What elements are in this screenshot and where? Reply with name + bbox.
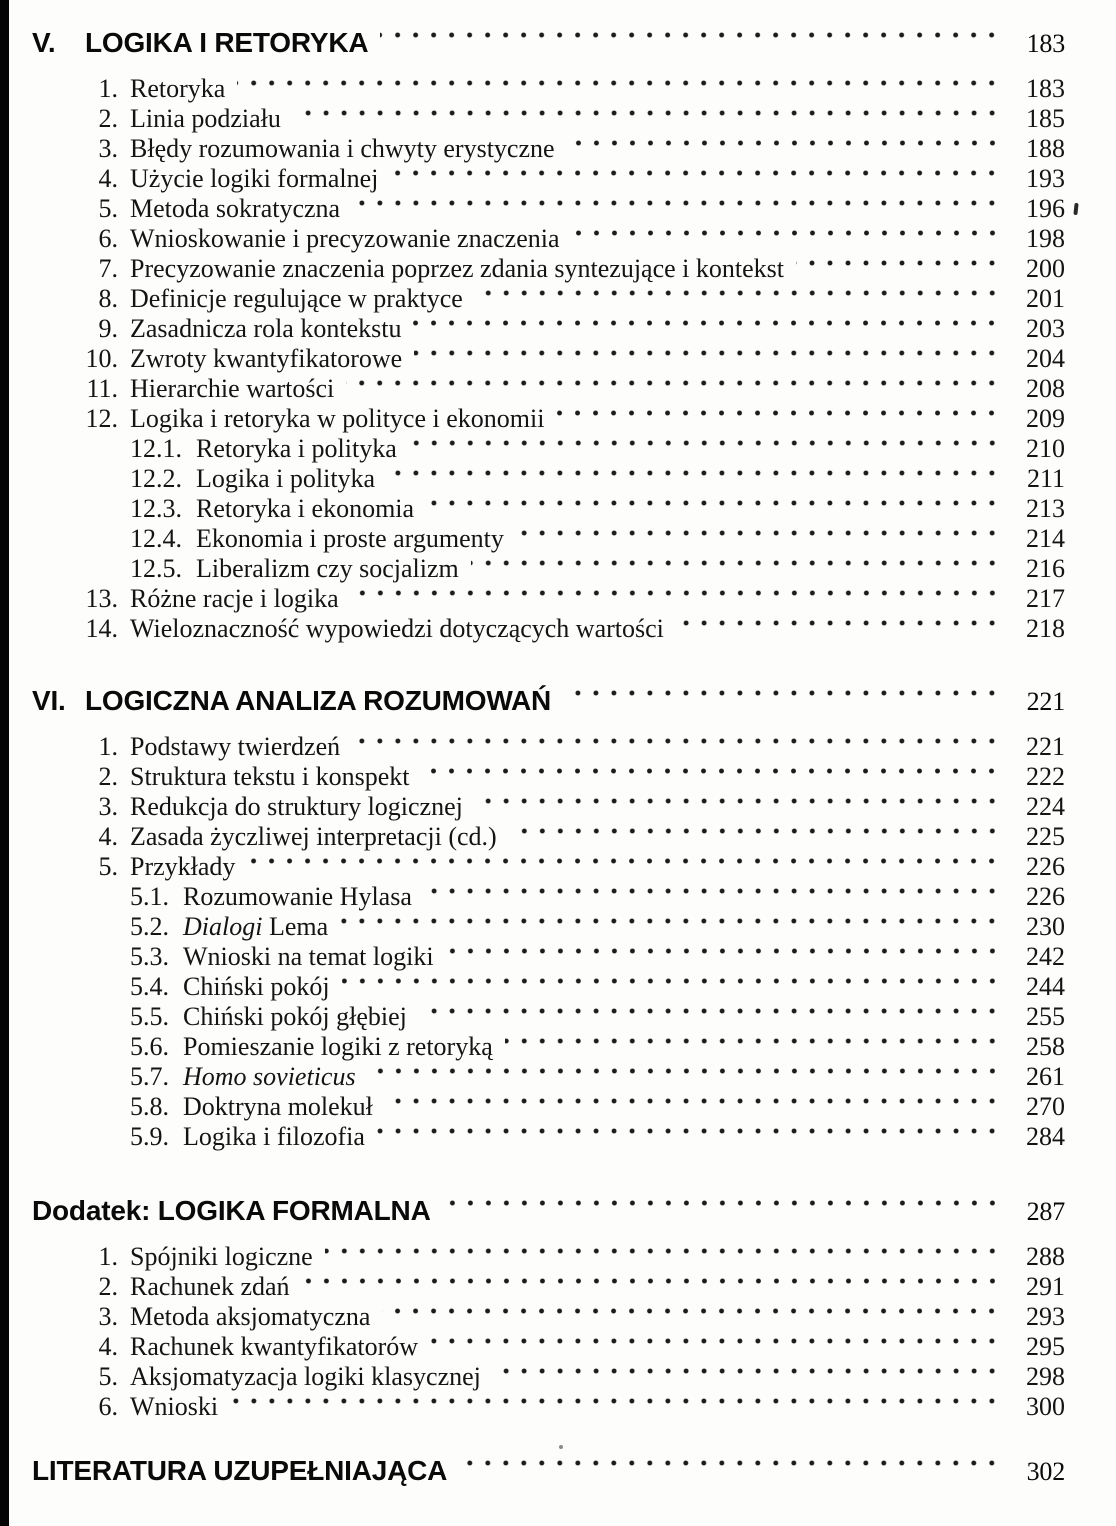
entry-page: 298 xyxy=(1026,1362,1065,1391)
toc-entry xyxy=(32,134,1065,164)
toc-entry xyxy=(32,374,1065,404)
entry-number: 1. xyxy=(98,1242,118,1271)
section-literatura xyxy=(32,1454,1065,1488)
entry-number: 3. xyxy=(98,1302,118,1331)
toc-entry xyxy=(32,254,1065,284)
entry-number: 12.5. xyxy=(130,554,182,583)
entry-number: 5. xyxy=(98,194,118,223)
dot-leader xyxy=(493,1362,1003,1392)
entry-page: 209 xyxy=(1026,404,1065,433)
entry-page: 230 xyxy=(1026,912,1065,941)
dot-leader xyxy=(505,1032,1003,1062)
section-title: LOGIKA I RETORYKA xyxy=(85,27,369,58)
dot-leader xyxy=(567,134,1003,164)
entry-label: Metoda aksjomatyczna xyxy=(130,1302,371,1331)
dot-leader xyxy=(475,284,1003,314)
dot-leader xyxy=(346,374,1003,404)
toc-entry xyxy=(32,314,1065,344)
entry-number: 5. xyxy=(98,1362,118,1391)
dot-leader xyxy=(509,822,1003,852)
section-heading xyxy=(32,1454,1065,1488)
entry-number: 10. xyxy=(85,344,118,373)
dot-leader xyxy=(352,194,1003,224)
toc-subentry xyxy=(32,464,1065,494)
entry-page: 288 xyxy=(1026,1242,1065,1271)
entry-page: 188 xyxy=(1026,134,1065,163)
entry-label: Redukcja do struktury logicznej xyxy=(130,792,463,821)
dot-leader xyxy=(382,1302,1003,1332)
dot-leader xyxy=(443,1194,1003,1228)
toc-entry xyxy=(32,1272,1065,1302)
entry-number: 9. xyxy=(98,314,118,343)
entry-number: 5. xyxy=(98,852,118,881)
entry-number: 12.2. xyxy=(130,464,182,493)
dot-leader xyxy=(377,1122,1003,1152)
section-title: LITERATURA UZUPEŁNIAJĄCA xyxy=(32,1455,448,1486)
entry-label: Przykłady xyxy=(130,852,236,881)
entry-label: Zasadnicza rola kontekstu xyxy=(130,314,402,343)
entry-label: Retoryka xyxy=(130,74,226,103)
entry-label: Struktura tekstu i konspekt xyxy=(130,762,410,791)
entry-page: 291 xyxy=(1026,1272,1065,1301)
entry-number: 5.8. xyxy=(130,1092,169,1121)
entry-number: 6. xyxy=(98,1392,118,1421)
dot-leader xyxy=(430,1332,1003,1362)
entry-number: 4. xyxy=(98,1332,118,1361)
section-title: Dodatek: LOGIKA FORMALNA xyxy=(32,1195,431,1226)
entry-number: 1. xyxy=(98,732,118,761)
toc-subentry xyxy=(32,434,1065,464)
entry-number: 3. xyxy=(98,792,118,821)
dot-leader xyxy=(352,732,1003,762)
toc-entry xyxy=(32,344,1065,374)
dot-leader xyxy=(796,254,1003,284)
entry-page: 210 xyxy=(1026,434,1065,463)
dot-leader xyxy=(230,1392,1003,1422)
dot-leader xyxy=(419,1002,1003,1032)
scan-artifact-comma xyxy=(1073,203,1078,215)
entry-label: Wnioski na temat logiki xyxy=(183,942,434,971)
dot-leader xyxy=(556,404,1003,434)
entry-page: 225 xyxy=(1026,822,1065,851)
entry-page: 201 xyxy=(1026,284,1065,313)
scan-artifact-dot xyxy=(559,1445,563,1449)
toc-entry xyxy=(32,614,1065,644)
entry-page: 255 xyxy=(1026,1002,1065,1031)
toc-entry xyxy=(32,852,1065,882)
entry-label: Precyzowanie znaczenia poprzez zdania syntezujące i kontekst xyxy=(130,254,784,283)
dot-leader xyxy=(572,224,1003,254)
toc-entry xyxy=(32,1242,1065,1272)
entry-label: Retoryka i ekonomia xyxy=(196,494,415,523)
entry-label: Hierarchie wartości xyxy=(130,374,335,403)
dot-leader xyxy=(340,912,1003,942)
section-dodatek xyxy=(32,1194,1065,1422)
dot-leader xyxy=(676,614,1003,644)
entry-number: 12.3. xyxy=(130,494,182,523)
entry-label: Wnioski xyxy=(130,1392,219,1421)
entry-number: 5.7. xyxy=(130,1062,169,1091)
toc-entry xyxy=(32,762,1065,792)
entry-page: 300 xyxy=(1026,1392,1065,1421)
entry-number: 4. xyxy=(98,822,118,851)
section-items xyxy=(32,1242,1065,1422)
entry-number: 5.2. xyxy=(130,912,169,941)
dot-leader xyxy=(380,26,1003,60)
entry-label: Spójniki logiczne xyxy=(130,1242,313,1271)
entry-number: 1. xyxy=(98,74,118,103)
toc-subentry xyxy=(32,882,1065,912)
entry-label: Metoda sokratyczna xyxy=(130,194,341,223)
entry-label xyxy=(183,912,328,942)
section-v xyxy=(32,26,1065,644)
entry-label: Błędy rozumowania i chwyty erystyczne xyxy=(130,134,555,163)
entry-label: Liberalizm czy socjalizm xyxy=(196,554,459,583)
section-heading xyxy=(32,26,1065,60)
entry-page: 196 xyxy=(1026,194,1065,223)
dot-leader xyxy=(387,464,1003,494)
dot-leader xyxy=(459,1454,1003,1488)
toc-subentry xyxy=(32,524,1065,554)
dot-leader xyxy=(368,1062,1003,1092)
entry-page: 211 xyxy=(1026,464,1065,493)
entry-label: Rachunek zdań xyxy=(130,1272,290,1301)
dot-leader xyxy=(446,942,1003,972)
entry-number: 6. xyxy=(98,224,118,253)
entry-page: 203 xyxy=(1026,314,1065,343)
entry-number: 13. xyxy=(85,584,118,613)
dot-leader xyxy=(325,1242,1003,1272)
entry-label-italic: Dialogi xyxy=(183,912,263,941)
entry-label-rest: Lema xyxy=(262,912,329,941)
section-title: LOGICZNA ANALIZA ROZUMOWAŃ xyxy=(85,685,552,716)
section-page: 183 xyxy=(1026,29,1065,58)
entry-label: Wnioskowanie i precyzowanie znaczenia xyxy=(130,224,560,253)
entry-label: Pomieszanie logiki z retoryką xyxy=(183,1032,493,1061)
entry-page: 224 xyxy=(1026,792,1065,821)
dot-leader xyxy=(563,684,1003,718)
entry-number: 2. xyxy=(98,1272,118,1301)
dot-leader xyxy=(426,494,1003,524)
dot-leader xyxy=(409,434,1003,464)
section-vi xyxy=(32,684,1065,1152)
toc-entry xyxy=(32,224,1065,254)
entry-page: 295 xyxy=(1026,1332,1065,1361)
dot-leader xyxy=(471,554,1003,584)
section-page: 302 xyxy=(1026,1457,1065,1486)
dot-leader xyxy=(342,972,1003,1002)
entry-number: 5.6. xyxy=(130,1032,169,1061)
entry-label: Użycie logiki formalnej xyxy=(130,164,379,193)
entry-page: 217 xyxy=(1026,584,1065,613)
entry-page: 185 xyxy=(1026,104,1065,133)
entry-page: 214 xyxy=(1026,524,1065,553)
dot-leader xyxy=(351,584,1003,614)
dot-leader xyxy=(413,314,1003,344)
section-page: 221 xyxy=(1026,687,1065,716)
entry-number: 2. xyxy=(98,104,118,133)
entry-number: 4. xyxy=(98,164,118,193)
section-page: 287 xyxy=(1026,1197,1065,1226)
entry-number: 5.5. xyxy=(130,1002,169,1031)
entry-number: 8. xyxy=(98,284,118,313)
entry-number: 14. xyxy=(85,614,118,643)
toc-entry xyxy=(32,74,1065,104)
entry-page: 244 xyxy=(1026,972,1065,1001)
entry-label: Różne racje i logika xyxy=(130,584,339,613)
entry-page: 242 xyxy=(1026,942,1065,971)
toc-subentry xyxy=(32,1092,1065,1122)
dot-leader xyxy=(424,882,1003,912)
dot-leader xyxy=(421,762,1003,792)
entry-number: 11. xyxy=(86,374,118,403)
entry-label: Chiński pokój xyxy=(183,972,330,1001)
entry-page: 183 xyxy=(1026,74,1065,103)
toc-entry xyxy=(32,732,1065,762)
entry-page: 284 xyxy=(1026,1122,1065,1151)
entry-number: 5.4. xyxy=(130,972,169,1001)
toc-entry xyxy=(32,792,1065,822)
entry-label-italic: Homo sovieticus xyxy=(183,1062,356,1091)
entry-number: 12.1. xyxy=(130,434,182,463)
toc-entry xyxy=(32,104,1065,134)
dot-leader xyxy=(516,524,1003,554)
entry-page: 208 xyxy=(1026,374,1065,403)
toc-subentry xyxy=(32,1002,1065,1032)
section-items xyxy=(32,732,1065,1152)
entry-label: Chiński pokój głębiej xyxy=(183,1002,407,1031)
dot-leader xyxy=(237,74,1003,104)
entry-number: 5.3. xyxy=(130,942,169,971)
section-items xyxy=(32,74,1065,644)
toc-subentry xyxy=(32,554,1065,584)
toc-entry xyxy=(32,164,1065,194)
entry-page: 200 xyxy=(1026,254,1065,283)
entry-page: 261 xyxy=(1026,1062,1065,1091)
dot-leader xyxy=(390,164,1003,194)
entry-number: 5.9. xyxy=(130,1122,169,1151)
entry-page: 226 xyxy=(1026,852,1065,881)
entry-page: 193 xyxy=(1026,164,1065,193)
entry-page: 218 xyxy=(1026,614,1065,643)
entry-label: Rozumowanie Hylasa xyxy=(183,882,412,911)
toc-subentry xyxy=(32,1062,1065,1092)
section-numeral: V. xyxy=(32,27,56,58)
entry-label: Wieloznaczność wypowiedzi dotyczących wartości xyxy=(130,614,664,643)
entry-label: Zasada życzliwej interpretacji (cd.) xyxy=(130,822,497,851)
dot-leader xyxy=(302,1272,1003,1302)
section-heading xyxy=(32,684,1065,718)
toc-entry xyxy=(32,404,1065,434)
toc-subentry xyxy=(32,912,1065,942)
entry-page: 270 xyxy=(1026,1092,1065,1121)
entry-label: Zwroty kwantyfikatorowe xyxy=(130,344,403,373)
entry-label: Logika i retoryka w polityce i ekonomii xyxy=(130,404,545,433)
toc-entry xyxy=(32,584,1065,614)
dot-leader xyxy=(414,344,1003,374)
entry-label: Retoryka i polityka xyxy=(196,434,397,463)
entry-number: 12.4. xyxy=(130,524,182,553)
dot-leader xyxy=(247,852,1003,882)
entry-label xyxy=(183,1062,356,1092)
section-heading xyxy=(32,1194,1065,1228)
entry-page: 222 xyxy=(1026,762,1065,791)
entry-label: Doktryna molekuł xyxy=(183,1092,373,1121)
toc-entry xyxy=(32,194,1065,224)
entry-number: 5.1. xyxy=(130,882,169,911)
toc-entry xyxy=(32,1362,1065,1392)
entry-number: 3. xyxy=(98,134,118,163)
dot-leader xyxy=(293,104,1003,134)
entry-page: 216 xyxy=(1026,554,1065,583)
entry-page: 204 xyxy=(1026,344,1065,373)
toc-subentry xyxy=(32,942,1065,972)
toc-entry xyxy=(32,822,1065,852)
dot-leader xyxy=(475,792,1003,822)
toc-entry xyxy=(32,1332,1065,1362)
entry-label: Ekonomia i proste argumenty xyxy=(196,524,504,553)
section-numeral: VI. xyxy=(32,685,66,716)
toc-entry xyxy=(32,1302,1065,1332)
toc-subentry xyxy=(32,1032,1065,1062)
entry-page: 226 xyxy=(1026,882,1065,911)
entry-number: 7. xyxy=(98,254,118,283)
entry-label: Logika i polityka xyxy=(196,464,376,493)
entry-number: 2. xyxy=(98,762,118,791)
entry-page: 213 xyxy=(1026,494,1065,523)
entry-page: 221 xyxy=(1026,732,1065,761)
entry-page: 198 xyxy=(1026,224,1065,253)
toc-subentry xyxy=(32,972,1065,1002)
toc-subentry xyxy=(32,494,1065,524)
toc-entry xyxy=(32,284,1065,314)
entry-label: Rachunek kwantyfikatorów xyxy=(130,1332,419,1361)
entry-label: Aksjomatyzacja logiki klasycznej xyxy=(130,1362,481,1391)
entry-label: Logika i filozofia xyxy=(183,1122,365,1151)
entry-label: Podstawy twierdzeń xyxy=(130,732,341,761)
dot-leader xyxy=(385,1092,1003,1122)
toc-entry xyxy=(32,1392,1065,1422)
toc-subentry xyxy=(32,1122,1065,1152)
entry-page: 293 xyxy=(1026,1302,1065,1331)
entry-label: Definicje regulujące w praktyce xyxy=(130,284,463,313)
entry-number: 12. xyxy=(85,404,118,433)
entry-label: Linia podziału xyxy=(130,104,281,133)
scan-edge-bar xyxy=(0,0,9,1526)
entry-page: 258 xyxy=(1026,1032,1065,1061)
